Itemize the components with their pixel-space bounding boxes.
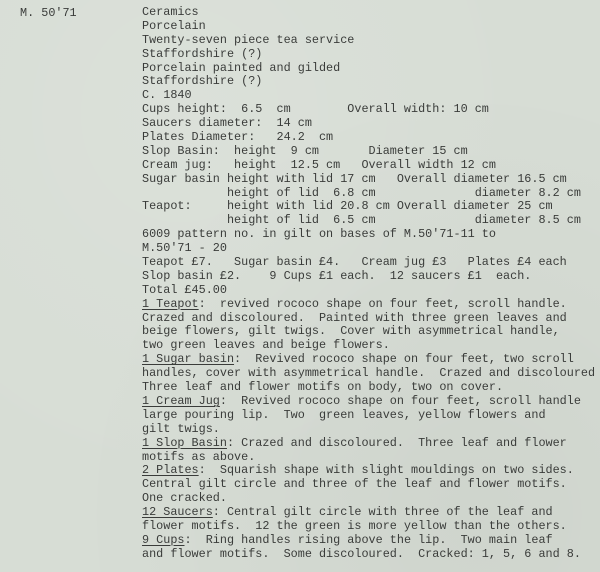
card-body: [142, 6, 598, 562]
dimension-line: height of lid 6.8 cm diameter 8.2 cm: [142, 185, 581, 200]
item-description: : Central gilt circle with three of the leaf and: [212, 505, 553, 520]
item-slop-basin: [142, 437, 598, 451]
item-description: : Squarish shape with slight mouldings on two sides.: [198, 463, 574, 478]
dimension-line: Teapot: height with lid 20.8 cm Overall diameter 25 cm: [142, 199, 553, 214]
item-heading: 9 Cups: [142, 532, 185, 547]
item-description: Central gilt circle and three of the leaf and flower motifs.: [142, 477, 567, 492]
dimension-line: Saucers diameter: 14 cm: [142, 116, 312, 131]
maker: Staffordshire (?): [142, 74, 263, 89]
item-teapot: [142, 298, 598, 312]
date: C. 1840: [142, 88, 192, 103]
item-heading: 2 Plates: [142, 463, 199, 478]
item-description: One cracked.: [142, 491, 227, 506]
item-description: large pouring lip. Two green leaves, yellow flowers and: [142, 407, 546, 422]
item-description: gilt twigs.: [142, 421, 220, 436]
item-description: handles, cover with asymmetrical handle. Crazed and discoloured: [142, 366, 596, 381]
dimension-line: Slop Basin: height 9 cm Diameter 15 cm: [142, 143, 468, 158]
dimension-line: Cups height: 6.5 cm Overall width: 10 cm: [142, 102, 489, 117]
marks-line: 6009 pattern no. in gilt on bases of M.50'71-11 to: [142, 227, 496, 242]
category: Ceramics: [142, 5, 199, 19]
dimension-line: Sugar basin height with lid 17 cm Overall diameter 16.5 cm: [142, 171, 567, 186]
item-description: : Revived rococo shape on four feet, scroll handle: [219, 393, 581, 408]
item-description: motifs as above.: [142, 449, 256, 464]
item-heading: 1 Teapot: [142, 296, 199, 311]
dimension-line: Plates Diameter: 24.2 cm: [142, 130, 334, 145]
material: Porcelain: [142, 18, 206, 33]
item-heading: 1 Slop Basin: [142, 435, 227, 450]
item-heading: 12 Saucers: [142, 505, 213, 520]
item-description: Crazed and discoloured. Painted with three green leaves and: [142, 310, 567, 325]
dimension-line: height of lid 6.5 cm diameter 8.5 cm: [142, 213, 581, 228]
accession-number: M. 50'71: [20, 6, 77, 20]
item-saucers: [142, 506, 598, 520]
item-description: and flower motifs. Some discoloured. Cracked: 1, 5, 6 and 8.: [142, 546, 581, 561]
item-description: : revived rococo shape on four feet, scroll handle.: [198, 296, 567, 311]
valuation-line: Teapot £7. Sugar basin £4. Cream jug £3 Plates £4 each: [142, 255, 567, 270]
marks-line: M.50'71 - 20: [142, 241, 227, 256]
technique: Porcelain painted and gilded: [142, 60, 341, 75]
valuation-total: Total £45.00: [142, 282, 227, 297]
item-sugar-basin: [142, 353, 598, 367]
item-description: : Revived rococo shape on four feet, two scroll: [234, 352, 574, 367]
item-description: : Crazed and discoloured. Three leaf and flower: [226, 435, 567, 450]
item-description: beige flowers, gilt twigs. Cover with asymmetrical handle,: [142, 324, 560, 339]
dimension-line: Cream jug: height 12.5 cm Overall width 12 cm: [142, 157, 496, 172]
item-description: two green leaves and beige flowers.: [142, 338, 390, 353]
item-description: Three leaf and flower motifs on body, two on cover.: [142, 380, 504, 395]
item-cream-jug: [142, 395, 598, 409]
place-of-origin: Staffordshire (?): [142, 46, 263, 61]
item-description: flower motifs. 12 the green is more yellow than the others.: [142, 518, 567, 533]
item-description: : Ring handles rising above the lip. Two main leaf: [184, 532, 553, 547]
object-name: Twenty-seven piece tea service: [142, 32, 355, 47]
item-plates: [142, 464, 598, 478]
valuation-line: Slop basin £2. 9 Cups £1 each. 12 saucers £1 each.: [142, 268, 532, 283]
item-heading: 1 Cream Jug: [142, 393, 220, 408]
item-cups: [142, 534, 598, 548]
item-heading: 1 Sugar basin: [142, 352, 235, 367]
